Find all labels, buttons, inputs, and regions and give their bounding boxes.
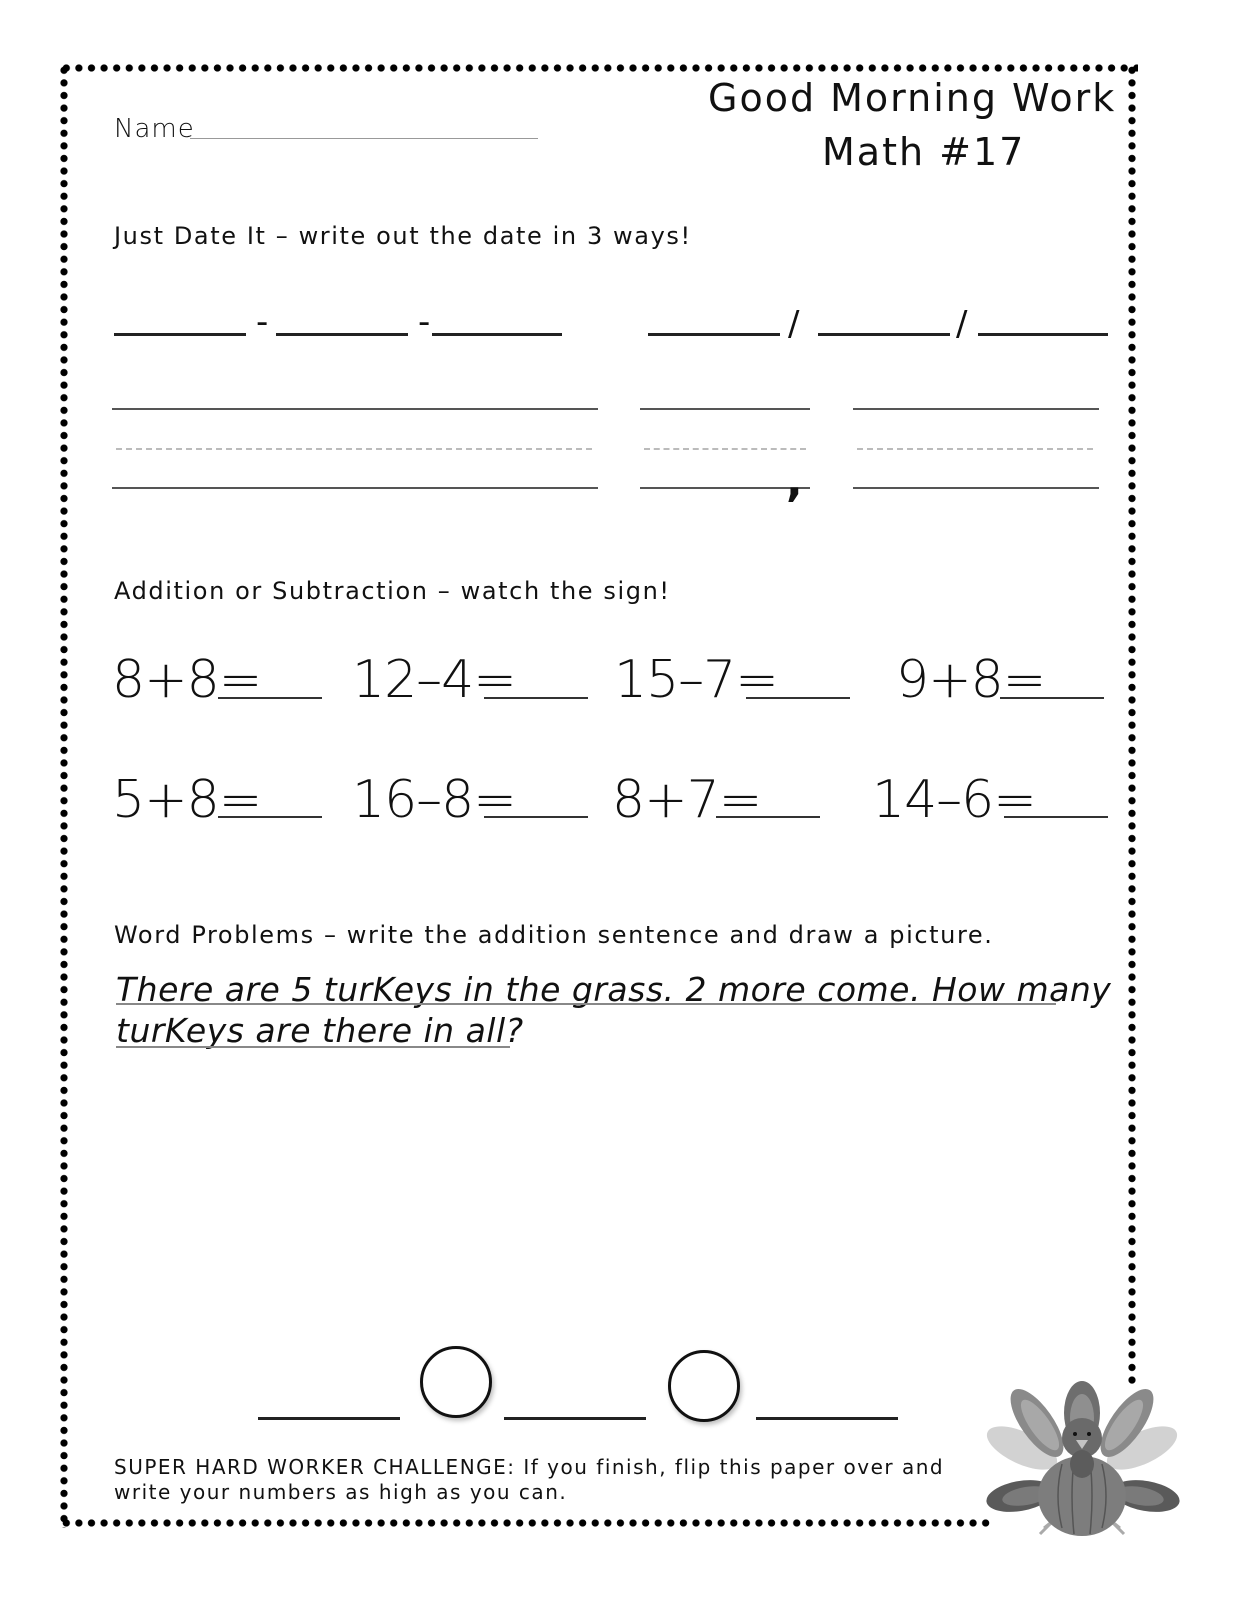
date-month-slash-blank[interactable] <box>648 333 780 336</box>
math-problem: 5+8= <box>112 770 262 830</box>
math-section-heading: Addition or Subtraction – watch the sign! <box>114 577 671 605</box>
math-problem: 15–7= <box>614 650 778 710</box>
answer-blank[interactable] <box>484 816 588 818</box>
name-label: Name <box>114 114 195 144</box>
underline <box>116 1003 1056 1005</box>
math-problem: 9+8= <box>896 650 1046 710</box>
date-year-blank[interactable] <box>432 333 562 336</box>
answer-blank[interactable] <box>218 697 322 699</box>
date-month-blank[interactable] <box>114 333 246 336</box>
slash-separator: / <box>956 304 968 344</box>
operator-circle[interactable] <box>420 1346 492 1418</box>
date-section-heading: Just Date It – write out the date in 3 ways! <box>114 222 692 250</box>
math-problem: 12–4= <box>352 650 516 710</box>
name-field[interactable] <box>190 138 538 139</box>
worksheet-title: Good Morning Work <box>708 76 1117 120</box>
answer-blank[interactable] <box>484 697 588 699</box>
word-problem-line-2: turKeys are there in all? <box>116 1011 524 1050</box>
math-problem: 14–6= <box>872 770 1036 830</box>
drawing-area[interactable] <box>112 1060 1102 1330</box>
worksheet-subtitle: Math #17 <box>822 130 1026 174</box>
math-problem: 8+8= <box>112 650 262 710</box>
slash-separator: / <box>788 304 800 344</box>
date-day-slash-blank[interactable] <box>818 333 950 336</box>
challenge-line-2: write your numbers as high as you can. <box>114 1480 568 1504</box>
border-bottom <box>60 1519 990 1527</box>
underline <box>116 1046 510 1048</box>
equals-circle[interactable] <box>668 1350 740 1422</box>
answer-blank[interactable] <box>218 816 322 818</box>
math-problem: 16–8= <box>352 770 516 830</box>
word-problem-heading: Word Problems – write the addition sentence and draw a picture. <box>114 921 994 949</box>
sum-blank[interactable] <box>756 1417 898 1420</box>
dash-separator: - <box>418 302 431 342</box>
turkey-icon <box>982 1378 1182 1538</box>
border-right <box>1128 64 1136 1386</box>
math-problem: 8+7= <box>612 770 762 830</box>
comma-mark: , <box>786 456 803 507</box>
word-problem-line-1: There are 5 turKeys in the grass. 2 more come. How many <box>116 970 1112 1009</box>
border-top <box>60 64 1138 72</box>
answer-blank[interactable] <box>1004 816 1108 818</box>
date-year-slash-blank[interactable] <box>978 333 1108 336</box>
dash-separator: - <box>256 302 269 342</box>
date-day-blank[interactable] <box>276 333 408 336</box>
addend-blank[interactable] <box>504 1417 646 1420</box>
addend-blank[interactable] <box>258 1417 400 1420</box>
border-left <box>60 64 68 1528</box>
challenge-line-1: SUPER HARD WORKER CHALLENGE: If you finish, flip this paper over and <box>114 1455 945 1479</box>
answer-blank[interactable] <box>1000 697 1104 699</box>
answer-blank[interactable] <box>746 697 850 699</box>
answer-blank[interactable] <box>716 816 820 818</box>
